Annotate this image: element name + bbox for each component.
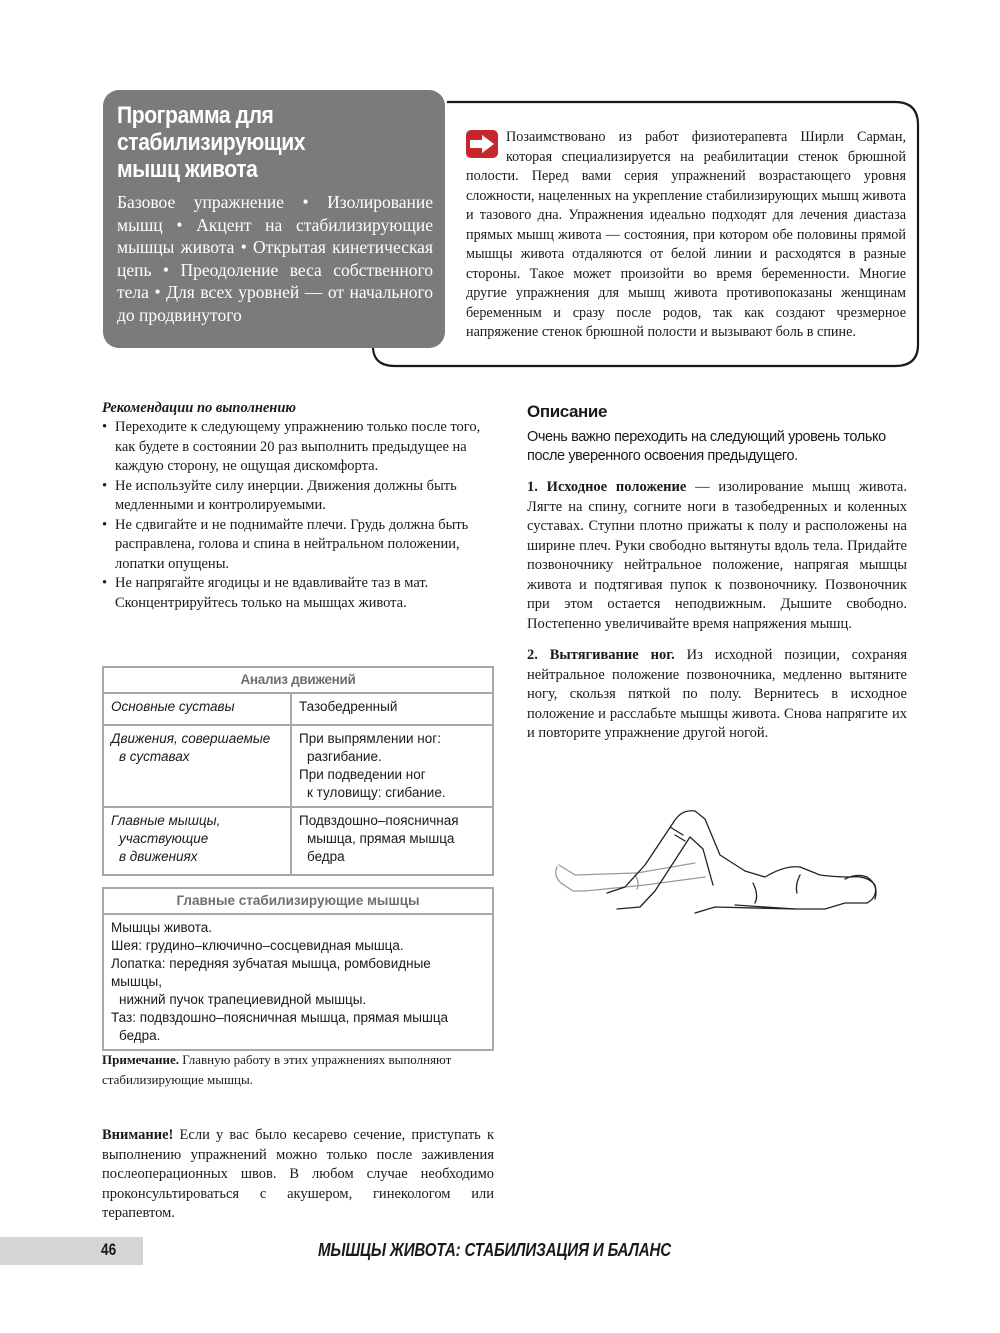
exercise-illustration: [545, 805, 885, 920]
value-line: разгибание.: [307, 749, 382, 764]
table-title: Анализ движений: [103, 667, 493, 693]
page-number: 46: [101, 1240, 117, 1259]
row-label: [103, 725, 291, 807]
row-value: [291, 725, 493, 807]
list-item-text: Не сдвигайте и не поднимайте плечи. Грудь должна быть расправлена, голова и спина в нейтральном положении, лопатки опущены.: [115, 516, 469, 572]
title-line: стабилизирующих: [117, 129, 306, 156]
row-label: Основные суставы: [103, 693, 291, 725]
exercise-tags: Базовое упражнение • Изолирование мышц • Акцент на стабилизирующие мышцы живота • Открытая кинетическая цепь • Преодоление веса собственного тела • Для всех уровней — от начального до продвинутого: [117, 192, 433, 325]
warning-text: Если у вас было кесарево сечение, приступать к выполнению упражнений можно только после заживления послеоперационных швов. В любом случае необходимо проконсультироваться с акушером, гинекологом или терапевтом.: [102, 1127, 494, 1221]
value-line: к туловищу: сгибание.: [307, 785, 446, 800]
muscle-line: нижний пучок трапециевидной мышцы.: [119, 992, 367, 1007]
value-line: Подвздошно–поясничная: [299, 813, 459, 828]
label-line: в движениях: [119, 849, 198, 864]
description-heading: Описание: [527, 402, 608, 421]
list-item: [102, 574, 494, 613]
list-item: [102, 516, 494, 575]
list-item-text: Не напрягайте ягодицы и не вдавливайте таз в мат. Сконцентрируйтесь только на мышцах живота.: [115, 575, 429, 611]
table-cell: [103, 914, 493, 1050]
warning-paragraph: [102, 1126, 494, 1224]
bullet-icon: •: [102, 516, 108, 533]
list-item-text: Переходите к следующему упражнению только после того, как будете в состоянии 20 раз выполнить предыдущее на каждую сторону, не ощущая дискомфорта.: [115, 419, 481, 474]
recommendations-title: Рекомендации по выполнению: [102, 400, 297, 416]
value-line: При подведении ног: [299, 767, 426, 782]
page-title: [117, 102, 451, 183]
label-line: в суставах: [119, 749, 190, 764]
row-value: Тазобедренный: [291, 693, 493, 725]
stabilizing-muscles-table: [102, 887, 494, 1051]
title-line: мышц живота: [117, 156, 258, 183]
step-label: 1. Исходное положение: [527, 479, 687, 495]
note-label: Примечание.: [102, 1052, 179, 1067]
page-number-band: [0, 1237, 143, 1265]
table-row: [103, 725, 493, 807]
step-paragraph: [527, 478, 907, 634]
bullet-icon: •: [102, 477, 108, 494]
movement-analysis-table: [102, 666, 494, 876]
extended-leg-outline: [556, 863, 705, 891]
table-row: [103, 914, 493, 1050]
bullet-icon: •: [102, 575, 108, 591]
note-text: Главную работу в этих упражнениях выполняют стабилизирующие мышцы.: [102, 1052, 452, 1087]
running-title: МЫШЦЫ ЖИВОТА: СТАБИЛИЗАЦИЯ И БАЛАНС: [318, 1240, 671, 1260]
muscle-line: Лопатка: передняя зубчатая мышца, ромбовидные мышцы,: [111, 956, 431, 989]
row-label: [103, 807, 291, 875]
warning-label: Внимание!: [102, 1127, 174, 1143]
label-line: Главные мышцы,: [111, 813, 221, 828]
intro-text: Позаимствовано из работ физиотерапевта Ширли Сарман, которая специализируется на реабилитации стенок брюшной полости. Перед вами серия упражнений возрастающего уровня сложности, нацеленных на укрепление стабилизирующих мышц живота и тазового дна. Упражнения идеально подходят для лечения диастаза прямых мышц живота — состояния, при котором обе половины прямой мышцы живота отдаляются от белой линии и расходятся в разные стороны. Такое может произойти во время беременности. Многие другие упражнения для мышц живота противопоказаны женщинам беременным и сразу после родов, так как создают чрезмерное напряжение стенок брюшной полости и вызывают боль в спине.: [466, 129, 906, 340]
recommendations-list: [102, 418, 494, 613]
muscle-line: бедра.: [119, 1028, 161, 1043]
table-title: Главные стабилизирующие мышцы: [103, 888, 493, 914]
table-row: [103, 807, 493, 875]
table-header-row: [103, 667, 493, 693]
label-line: участвующие: [119, 831, 209, 846]
note-paragraph: [102, 1050, 494, 1090]
program-title-box: [103, 90, 445, 348]
row-value: [291, 807, 493, 875]
table-header-row: [103, 888, 493, 914]
step-label: 2. Вытягивание ног.: [527, 647, 675, 663]
description-section: [527, 402, 907, 756]
recommendations-section: [102, 400, 494, 613]
muscle-line: Шея: грудино–ключично–сосцевидная мышца.: [111, 938, 404, 953]
value-line: мышца, прямая мышца: [307, 831, 455, 846]
intro-paragraph: [466, 128, 906, 343]
muscle-line: Мышцы живота.: [111, 920, 213, 935]
list-item-text: Не используйте силу инерции. Движения должны быть медленными и контролируемыми.: [115, 477, 457, 513]
muscle-line: Таз: подвздошно–поясничная мышца, прямая мышца: [111, 1010, 449, 1025]
head-outline: [845, 875, 876, 899]
bullet-icon: •: [102, 419, 108, 435]
label-line: Движения, совершаемые: [111, 731, 271, 746]
right-arrow-icon: [466, 130, 498, 158]
title-line: Программа для: [117, 102, 274, 129]
step-text: Из исходной позиции, сохраняя нейтральное положение позвоночника, медленно вытяните ногу, скользя пяткой по полу. Вернитесь в исходное положение и расслабьте мышцы живота. Снова напрягите их и повторите упражнение другой ногой.: [527, 647, 907, 741]
description-lead: Очень важно переходить на следующий уровень только после уверенного освоения предыдущего.: [527, 429, 886, 464]
value-line: бедра: [307, 849, 345, 864]
value-line: При выпрямлении ног:: [299, 731, 441, 746]
step-text: — изолирование мышц живота. Лягте на спину, согните ноги в тазобедренных и коленных суставах. Ступни плотно прижаты к полу и расположены на ширине плеч. Руки свободно вытянуты вдоль тела. Придайте позвоночнику нейтральное положение, напрягая мышцы живота и подтягивая пупок к позвоночнику. Позвоночник при этом остается неподвижным. Дышите свободно. Постепенно увеличивайте время напряжения мышц.: [527, 479, 907, 632]
torso-outline: [735, 867, 876, 909]
list-item: [102, 477, 494, 516]
list-item: [102, 418, 494, 477]
step-paragraph: [527, 646, 907, 744]
table-row: [103, 693, 493, 725]
